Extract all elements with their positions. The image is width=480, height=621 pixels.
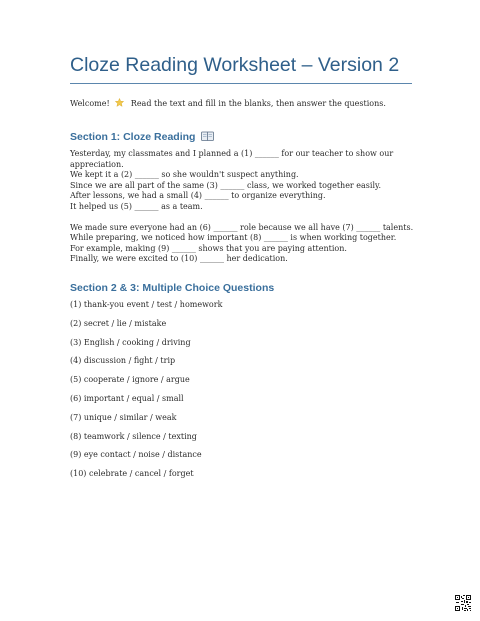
cloze-line: It helped us (5) ______ as a team. (70, 201, 203, 211)
qr-code-icon (455, 595, 471, 611)
cloze-line: After lessons, we had a small (4) ______ to organize everything. (70, 191, 326, 201)
welcome-line (70, 98, 412, 109)
cloze-line: appreciation. (70, 159, 124, 169)
star-icon (115, 98, 124, 107)
choice-item: (1) thank-you event / test / homework (70, 299, 223, 309)
section1-heading-text: Section 1: Cloze Reading (70, 131, 196, 143)
cloze-line: We kept it a (2) ______ so she wouldn't suspect anything. (70, 170, 299, 180)
choice-item: (4) discussion / fight / trip (70, 356, 176, 366)
welcome-greeting: Welcome! (70, 99, 110, 108)
page-title: Cloze Reading Worksheet – Version 2 (70, 54, 412, 84)
cloze-line: Since we are all part of the same (3) ______ class, we worked together easily. (70, 180, 382, 190)
multiple-choice-list (70, 300, 412, 488)
choice-item: (8) teamwork / silence / texting (70, 431, 197, 441)
choice-item: (5) cooperate / ignore / argue (70, 375, 190, 385)
choice-item: (7) unique / similar / weak (70, 412, 177, 422)
book-icon (201, 131, 214, 141)
cloze-paragraph-1 (70, 149, 412, 213)
choice-item: (10) celebrate / cancel / forget (70, 469, 194, 479)
choice-item: (6) important / equal / small (70, 393, 184, 403)
choice-item: (2) secret / lie / mistake (70, 318, 167, 328)
section1-heading (70, 131, 412, 143)
cloze-line: We made sure everyone had an (6) ______ role because we all have (7) ______ talents. (70, 222, 414, 232)
cloze-line: Yesterday, my classmates and I planned a (1) ______ for our teacher to show our (70, 149, 394, 158)
choice-item: (3) English / cooking / driving (70, 337, 191, 347)
choice-item: (9) eye contact / noise / distance (70, 450, 202, 460)
worksheet-page (70, 54, 412, 488)
cloze-line: For example, making (9) ______ shows that you are paying attention. (70, 243, 347, 253)
section2-heading: Section 2 & 3: Multiple Choice Questions (70, 281, 275, 294)
cloze-line: While preparing, we noticed how important (8) ______ is when working together. (70, 233, 397, 243)
welcome-instruction: Read the text and fill in the blanks, then answer the questions. (130, 99, 386, 108)
cloze-paragraph-2 (70, 223, 412, 265)
cloze-line: Finally, we were excited to (10) ______ her dedication. (70, 254, 288, 264)
